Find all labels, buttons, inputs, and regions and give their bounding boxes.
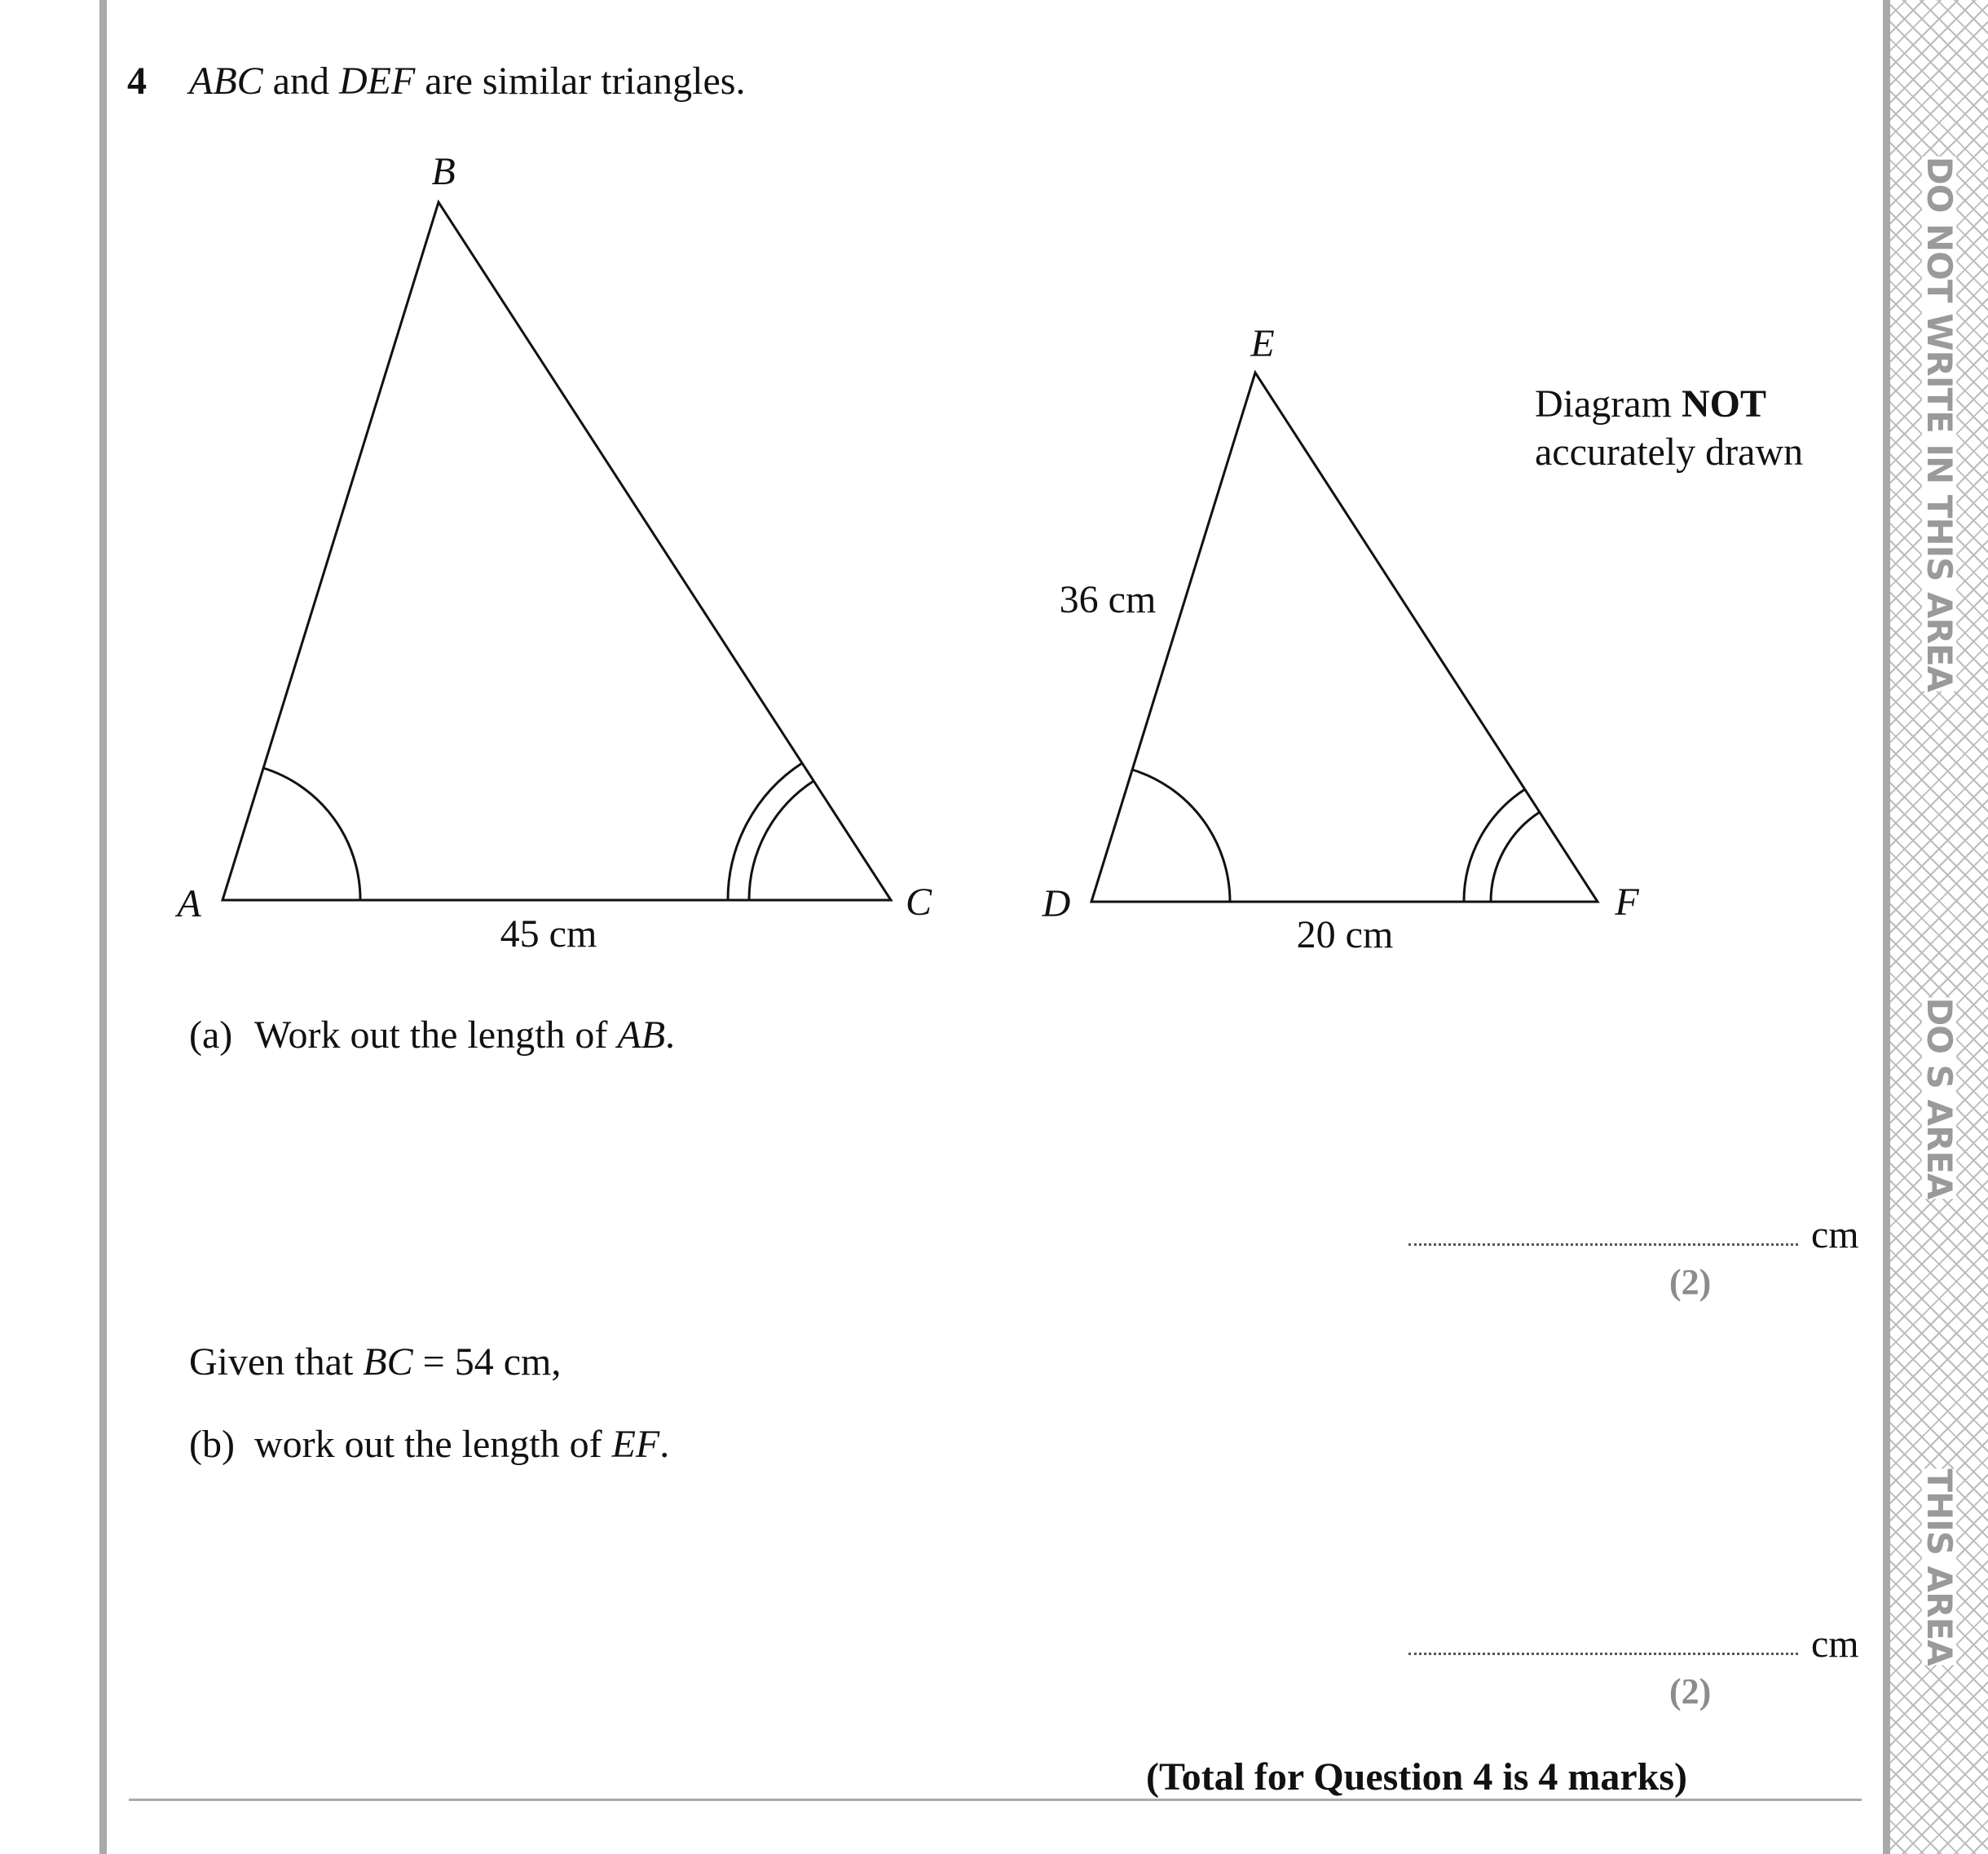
diagram-note — [1535, 380, 1803, 476]
question-total: (Total for Question 4 is 4 marks) — [1146, 1755, 1688, 1799]
triangle-def — [1091, 373, 1598, 902]
margin-warning-2: DO S AREA — [1920, 997, 1959, 1199]
vertex-label-a: A — [177, 882, 201, 925]
part-a-marks: (2) — [1669, 1262, 1712, 1302]
angle-d-arc — [1132, 770, 1230, 902]
side-df-length: 20 cm — [1296, 913, 1394, 956]
triangle-abc-name: ABC — [189, 60, 263, 103]
part-b-unit: cm — [1811, 1622, 1859, 1666]
angle-c-arc-inner — [749, 781, 813, 900]
given-segment: BC — [363, 1340, 413, 1384]
note-prefix: Diagram — [1535, 382, 1682, 426]
intro-rest: are similar triangles. — [415, 60, 746, 103]
part-a-prompt: Work out the length of — [254, 1013, 618, 1057]
part-a-label: (a) — [189, 1013, 233, 1057]
vertex-label-d: D — [1042, 882, 1071, 925]
angle-c-arc-outer — [728, 763, 802, 900]
vertex-label-e: E — [1250, 322, 1275, 365]
note-bold: NOT — [1681, 382, 1766, 426]
part-a-answer-line[interactable] — [1408, 1243, 1798, 1246]
triangle-def-name: DEF — [338, 60, 416, 103]
part-b-label: (b) — [189, 1423, 235, 1466]
note-line-2: accurately drawn — [1535, 430, 1804, 474]
part-a-end: . — [665, 1013, 676, 1057]
vertex-label-b: B — [431, 150, 456, 193]
angle-f-arc-inner — [1491, 812, 1540, 902]
angle-a-arc — [263, 768, 360, 900]
part-b-text — [254, 1425, 669, 1464]
part-b-segment: EF — [611, 1423, 660, 1466]
part-b-prompt: work out the length of — [254, 1423, 612, 1466]
part-a-text — [254, 1013, 676, 1057]
margin-warning-3: THIS AREA — [1920, 1468, 1959, 1666]
angle-f-arc-outer — [1464, 789, 1525, 902]
part-b-end: . — [659, 1423, 670, 1466]
vertex-label-f: F — [1615, 881, 1639, 924]
vertex-label-c: C — [905, 881, 932, 924]
question-number: 4 — [127, 60, 147, 103]
part-a-unit: cm — [1811, 1213, 1859, 1256]
triangle-abc — [223, 202, 891, 900]
side-de-length: 36 cm — [1059, 578, 1157, 621]
part-a-segment: AB — [617, 1013, 666, 1057]
given-text — [189, 1340, 562, 1384]
part-b-answer-line[interactable] — [1408, 1653, 1798, 1655]
bottom-rule — [129, 1799, 1862, 1801]
part-b-marks: (2) — [1669, 1671, 1712, 1711]
note-line-1 — [1535, 380, 1803, 428]
given-prefix: Given that — [189, 1340, 364, 1384]
given-value: = 54 cm, — [412, 1340, 562, 1384]
side-ac-length: 45 cm — [500, 912, 597, 956]
margin-warning-1: DO NOT WRITE IN THIS AREA — [1920, 156, 1959, 692]
intro-and: and — [262, 60, 339, 103]
